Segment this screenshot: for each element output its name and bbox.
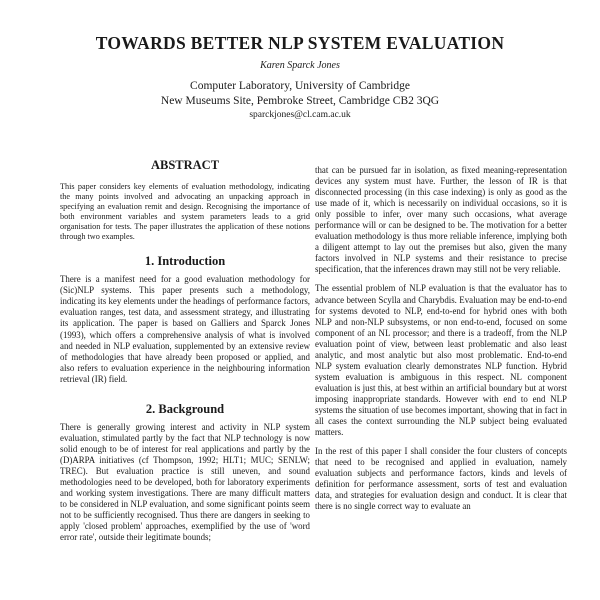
- introduction-text: There is a manifest need for a good evaluation methodology for (Sic)NLP systems. This paper presents such a methodology, indicating its key elements under the headings of performance factors, evaluation ranges, test data, and assessment strategy, and illustrating its application. The paper is based on Galliers and Sparck Jones (1993), which offers a comprehensive analysis of what is involved and needed in NLP evaluation, supplemented by an extensive review of methodologies that have already been proposed or applied, and also refers to evaluation experience in the neighbouring information retrieval (IR) field.: [60, 274, 310, 384]
- right-column: [315, 165, 567, 512]
- author-name: Karen Sparck Jones: [260, 60, 340, 71]
- background-text: There is generally growing interest and activity in NLP system evaluation, stimulated partly by the fact that NLP technology is now solid enough to be of interest for real applications and partly by the (D)ARPA initiatives (cf Thompson, 1992; HLT1; MUC; SENLW; TREC). But evaluation practice is still uneven, and sound methodologies need to be developed, both for laboratory experiments and working system investigations. There are many difficult matters to be considered in NLP evaluation, and some significant points seem not to be sufficiently recognised. Thus there are dangers in seeking to apply 'closed problem' approaches, exemplified by the use of 'word error rate', outside their legitimate bounds;: [60, 421, 310, 543]
- section-heading-background: 2. Background: [145, 401, 225, 416]
- affiliation-line-2: New Museums Site, Pembroke Street, Cambridge CB2 3QG: [160, 94, 440, 107]
- paper-title: TOWARDS BETTER NLP SYSTEM EVALUATION: [95, 33, 505, 53]
- right-paragraph-1: that can be pursued far in isolation, as fixed meaning-representation devices any system must have. Further, the lesson of IR is that disconnected processing (in this case indexing) is only as good as the use made of it, which is necessarily on individual occasions, so it is only possible to infer, over many such occasions, what average performance will or can be designed to be. The motivation for a better evaluation methodology is thus more reliable inference, implying both a diligent attempt to lay out the premises but also, given the many factors involved in NLP systems and their resistance to precise specification, that the inferences drawn may still not be very reliable.: [315, 165, 567, 275]
- abstract-text: This paper considers key elements of evaluation methodology, indicating the many points involved and advocating an unpacking approach in specifying an evaluation remit and design. Recognising the importance of both environment variables and system parameters leads to a grid organisation for tests. The paper illustrates the application of these notions through two examples.: [60, 182, 310, 242]
- right-paragraph-3: In the rest of this paper I shall consider the four clusters of concepts that need to be recognised and applied in evaluation, namely evaluation subjects and performance factors, kinds and levels of definition for performance assessment, sorts of test and evaluation data, and strategies for evaluation design and conduct. It is clear that there is no single correct way to evaluate an: [315, 446, 567, 512]
- affiliation-line-1: Computer Laboratory, University of Cambridge: [190, 80, 410, 92]
- affiliation-block: [0, 79, 600, 123]
- right-paragraph-2: The essential problem of NLP evaluation is that the evaluator has to advance between Scylla and Charybdis. Evaluation may be end-to-end for systems devoted to NLP, end-to-end for hybrid ones with both NLP and non-NLP subsystems, or non end-to-end, focused on some component of an NL processor; and there is a tradeoff, from the NLP evaluation point of view, between least problematic and also least analytic, and most analytic but also most problematic. End-to-end NLP system evaluation clearly demonstrates NLP function. Hybrid system evaluation is ambiguous in this respect. NL component evaluation is just this, at best within an artificial boundary but at worst imposing inappropriate standards. However with end to end NLP systems the situation of use becomes important, showing that in fact in all cases the context surrounding the NLP subject being evaluated matters.: [315, 283, 567, 438]
- section-heading-introduction: 1. Introduction: [144, 254, 226, 269]
- author-email: sparckjones@cl.cam.ac.uk: [249, 110, 351, 120]
- left-column: [60, 158, 310, 543]
- abstract-heading: ABSTRACT: [150, 158, 220, 172]
